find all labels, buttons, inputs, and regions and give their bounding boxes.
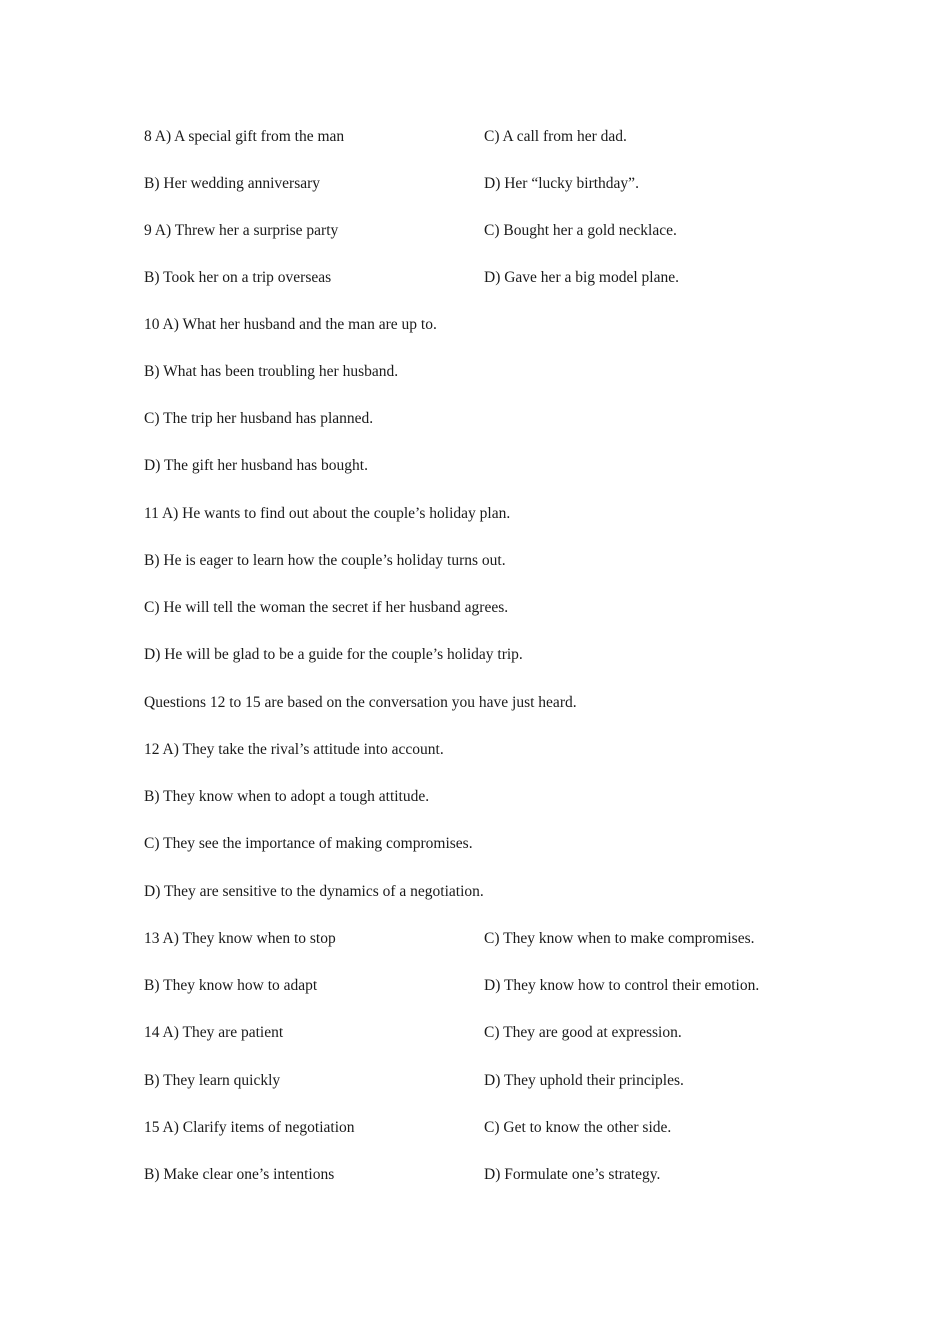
- option-15c: C) Get to know the other side.: [484, 1119, 672, 1136]
- option-15b: B) Make clear one’s intentions: [144, 1166, 335, 1183]
- option-13d: D) They know how to control their emotion.: [484, 977, 760, 994]
- option-14c: C) They are good at expression.: [484, 1024, 682, 1041]
- option-13c: C) They know when to make compromises.: [484, 930, 755, 947]
- option-11d-text: D) He will be glad to be a guide for the couple’s holiday trip.: [144, 646, 523, 663]
- option-9a: 9 A) Threw her a surprise party: [144, 222, 339, 239]
- option-12c-text: C) They see the importance of making compromises.: [144, 835, 473, 852]
- option-9d: D) Gave her a big model plane.: [484, 269, 679, 286]
- option-8d: D) Her “lucky birthday”.: [484, 175, 639, 192]
- option-15d: D) Formulate one’s strategy.: [484, 1166, 661, 1183]
- option-8a: 8 A) A special gift from the man: [144, 128, 345, 145]
- option-9b: B) Took her on a trip overseas: [144, 269, 332, 286]
- option-13b: B) They know how to adapt: [144, 977, 318, 994]
- option-11c-text: C) He will tell the woman the secret if her husband agrees.: [144, 599, 509, 616]
- option-12a-text: 12 A) They take the rival’s attitude into account.: [144, 741, 444, 758]
- option-15a: 15 A) Clarify items of negotiation: [144, 1119, 355, 1136]
- option-14a: 14 A) They are patient: [144, 1024, 284, 1041]
- option-8c: C) A call from her dad.: [484, 128, 627, 145]
- option-10d-text: D) The gift her husband has bought.: [144, 457, 368, 474]
- option-10b-text: B) What has been troubling her husband.: [144, 363, 399, 380]
- option-14d: D) They uphold their principles.: [484, 1072, 684, 1089]
- option-14b: B) They learn quickly: [144, 1072, 281, 1089]
- option-11b-text: B) He is eager to learn how the couple’s holiday turns out.: [144, 552, 506, 569]
- option-8b: B) Her wedding anniversary: [144, 175, 321, 192]
- option-9c: C) Bought her a gold necklace.: [484, 222, 677, 239]
- option-13a: 13 A) They know when to stop: [144, 930, 336, 947]
- option-12d-text: D) They are sensitive to the dynamics of a negotiation.: [144, 883, 484, 900]
- option-10c-text: C) The trip her husband has planned.: [144, 410, 374, 427]
- option-10a-text: 10 A) What her husband and the man are up to.: [144, 316, 437, 333]
- section-instruction-text: Questions 12 to 15 are based on the conversation you have just heard.: [144, 694, 577, 711]
- option-12b-text: B) They know when to adopt a tough attitude.: [144, 788, 430, 805]
- option-11a-text: 11 A) He wants to find out about the couple’s holiday plan.: [144, 505, 511, 522]
